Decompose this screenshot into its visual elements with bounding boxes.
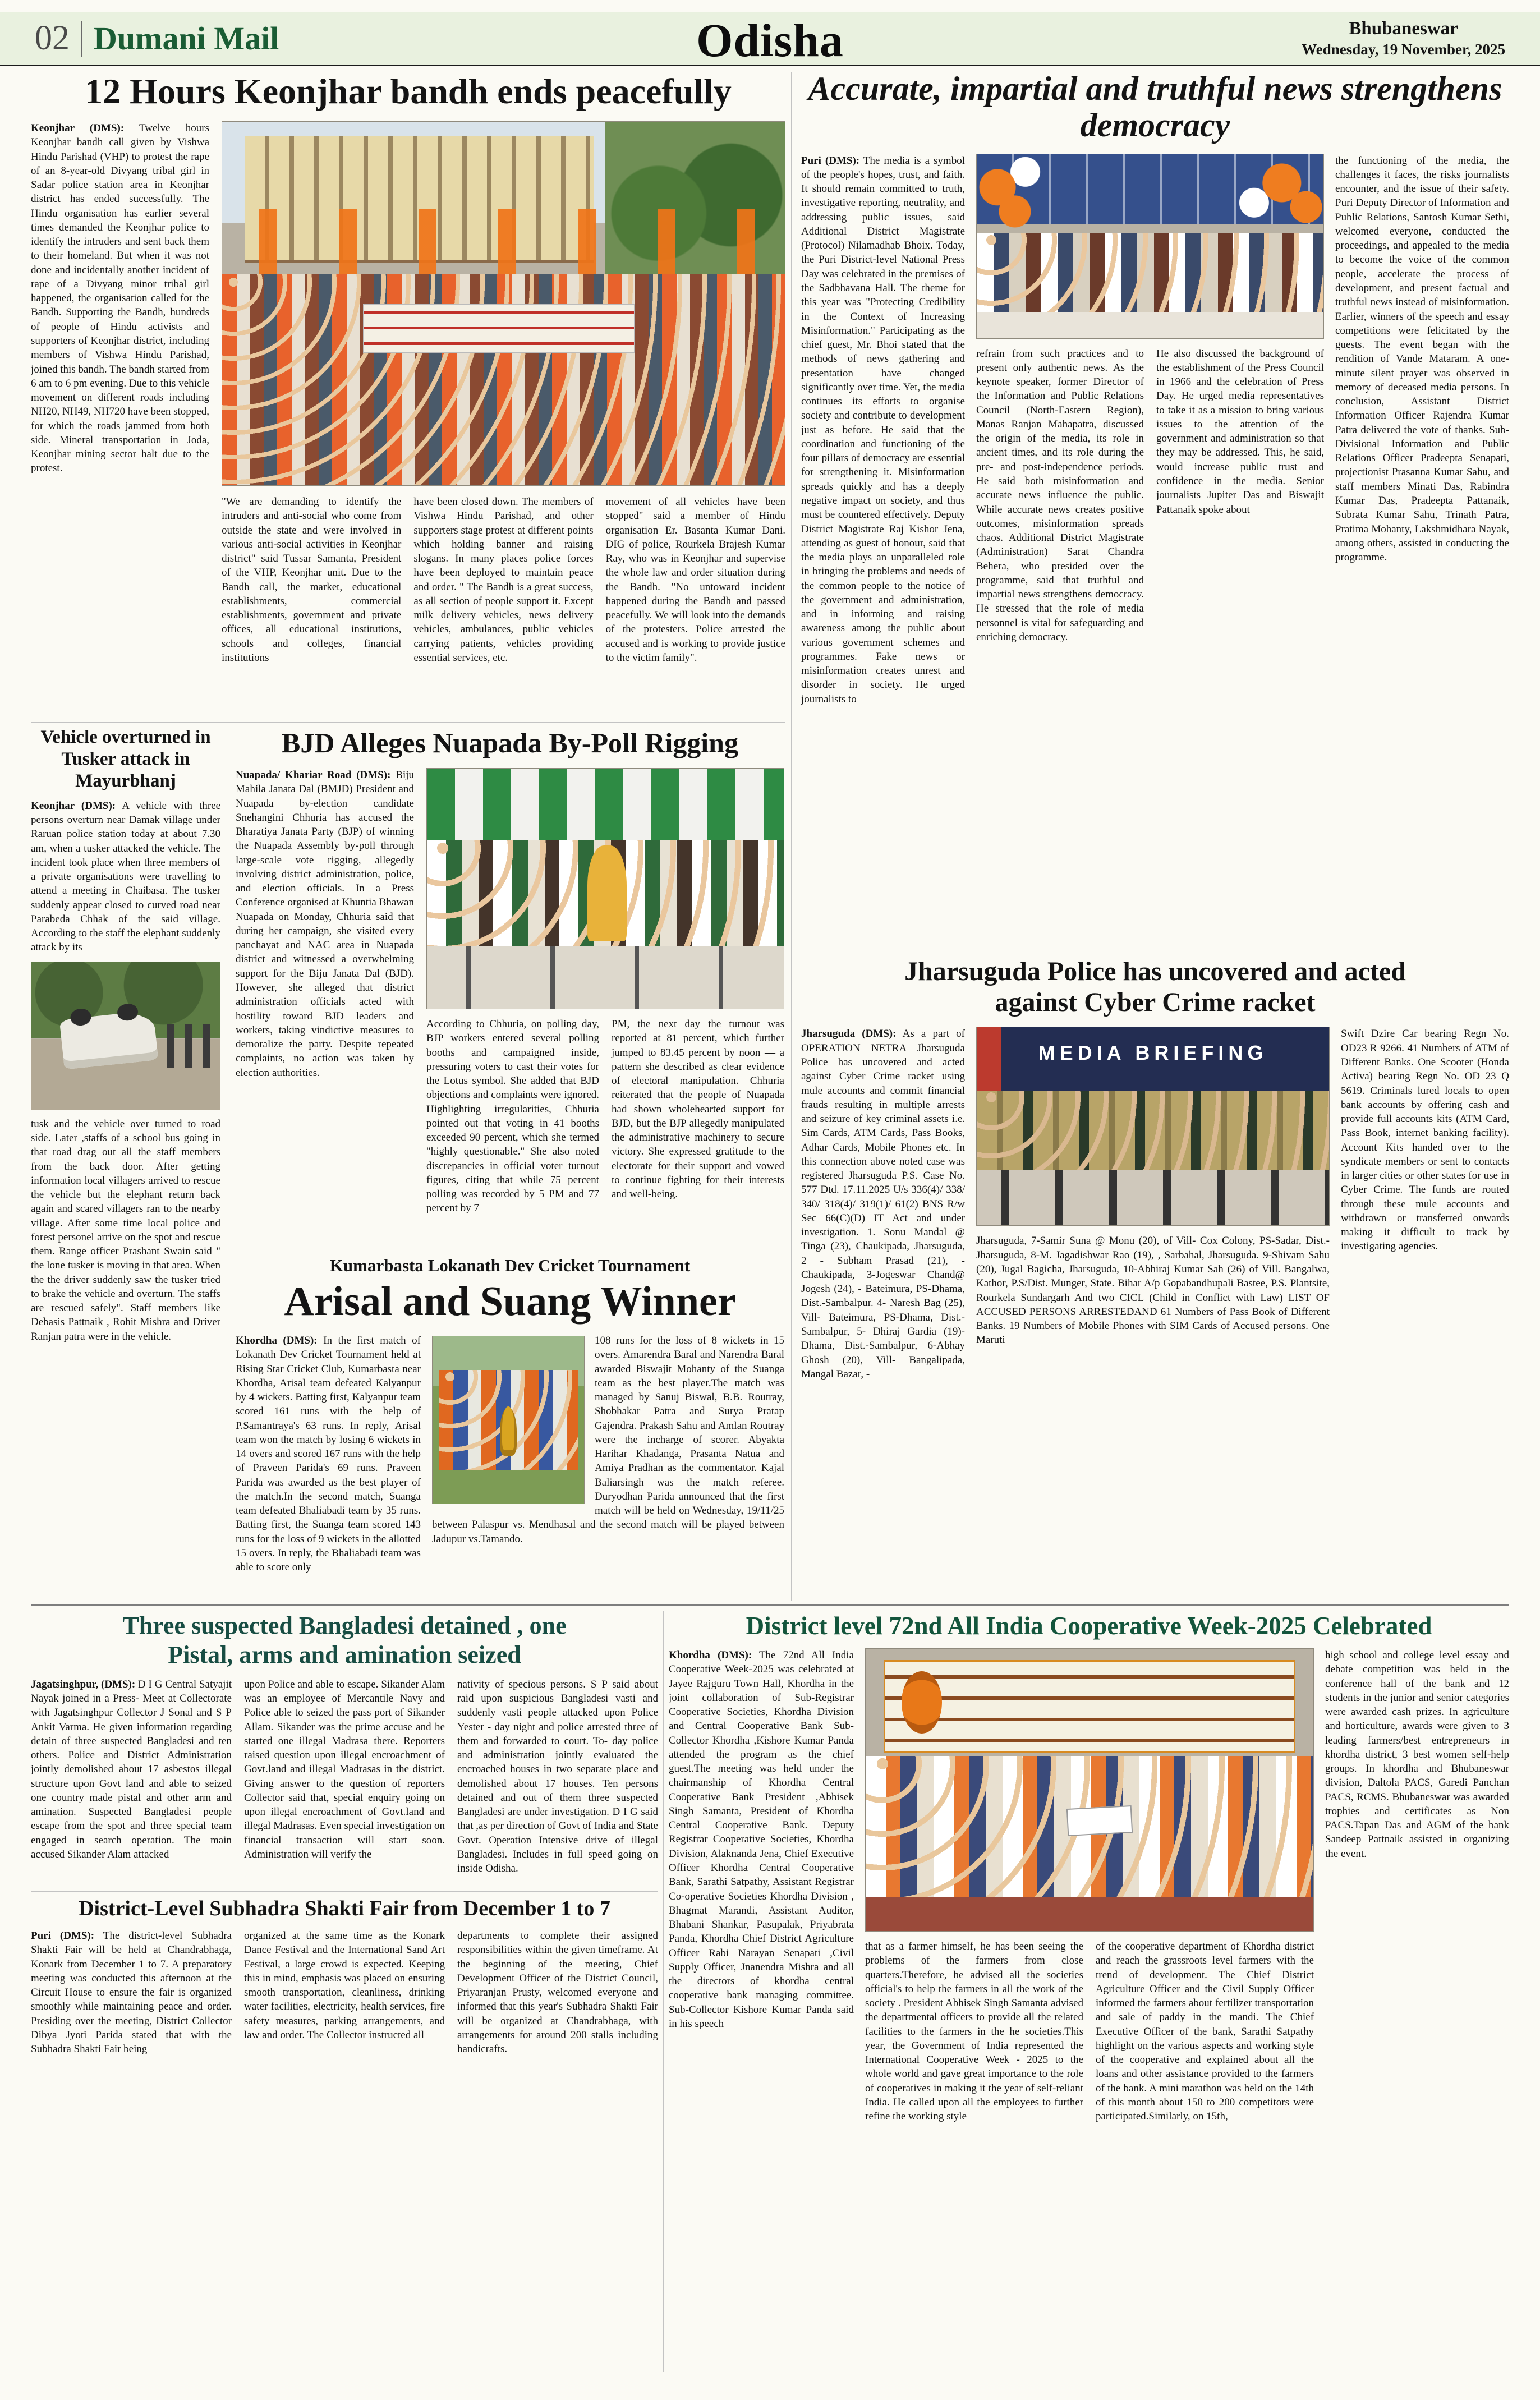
overturned-car bbox=[59, 1010, 158, 1070]
candidate-figure bbox=[587, 845, 627, 941]
article-cooperative-week bbox=[669, 1611, 1509, 2372]
headline-bangladesi-detained: Three suspected Bangladesi detained , one Pistal, arms and amination seized bbox=[122, 1612, 567, 1668]
trophy bbox=[502, 1406, 514, 1450]
city-name: Bhubaneswar bbox=[1349, 19, 1458, 39]
saffron-flags bbox=[228, 209, 779, 275]
cooperative-week-photo bbox=[865, 1648, 1314, 1932]
article-text: The district-level Subhadra Shakti Fair will be held at Chandrabhaga, Konark from December 1 to 7. A preparatory meeting was conducted this afternoon at the Circuit House to ensure the fair is organized smoothly while maintaining peace and order. Presiding over the meeting, District Collector Dibya Jyoti Parida stated that with the Subhadra Shakti Fair being bbox=[31, 1930, 232, 2056]
article-text: D I G Central Satyajit Nayak joined in a Press- Meet at Collectorate with Jagatsinghpur Collector J Sonal and S P Ankit Varma. He given information regarding detain of three suspected Bangladesi and ten others. Police and District Administration jointly demolished about 17 asbestos illegal structure upon Govt land and able to seized one country made pistal and other arm and amination. Suspected Bangladesi people escape from the spot and three special team engaged in search operation. The main accused Sikander Alam attacked bbox=[31, 1678, 232, 1860]
article-text-column bbox=[236, 1334, 421, 1575]
article-tusker-attack bbox=[31, 727, 220, 1602]
article-bangladesi-detained bbox=[31, 1611, 658, 1887]
media-briefing-banner-text: MEDIA BRIEFING bbox=[1038, 1041, 1268, 1065]
article-text-column: nativity of specious persons. S P said about raid upon suspicious Bangladesi vasti and suddenly vasti people attacked upon Police Yester - day night and police arrested three of them and forwarded to court. To- day police and administration jointly evaluated the encroached houses in two separate place and demolished about 17 houses. Ten persons detained and out of them three suspected Bangladesi are under investigation. D I G said that ,as per direction of Govt of India and State Govt. Operation Intensive drive of illegal Bangladesi. Includes in full speed going on inside Odisha. bbox=[457, 1678, 658, 1875]
article-text-column: have been closed down. The members of Vishwa Hindu Parishad, and other supporters stage protest at different points which holding banner and raising slogans. In many places police forces have been deployed to maintain peace and order. " The Bandh is a great success, as all section of people support it. Except milk delivery vehicles, news delivery vehicles, ambulances, public vehicles carrying patients, vehicles providing essential services, etc. bbox=[413, 496, 594, 664]
bandh-rally-photo bbox=[222, 121, 785, 486]
banner-emblem bbox=[902, 1671, 942, 1734]
headline-press-day: Accurate, impartial and truthful news strengthens democracy bbox=[808, 71, 1502, 144]
audience bbox=[977, 233, 1323, 314]
article-text: Biju Mahila Janata Dal (BMJD) President and Nuapada by-election candidate Snehangini Chhuria has accused the Bharatiya Janata Party (BJP) of winning the Nuapada Assembly by-poll through large-scale vote rigging, allegedly involving district administration, police, and election officials. In a Press Conference organised at Khuntia Bhawan Nuapada on Monday, Chhuria said that during her campaign, she visited every panchayat and NAC area in Nuapada district and witnessed a overwhelming support for the Biju Janata Dal (BJD). However, she alleged that district administration officials acted with hostility toward BJD leaders and workers, taking vindictive measures to demoralize the party. Despite repeated complaints, no action was taken by election authorities. bbox=[236, 769, 414, 1079]
cricket-team-photo bbox=[432, 1336, 585, 1504]
article-text-column bbox=[31, 1929, 232, 2056]
article-press-day bbox=[801, 71, 1509, 949]
article-cricket-tournament bbox=[236, 1256, 784, 1600]
headline-subhadra-fair: District-Level Subhadra Shakti Fair from December 1 to 7 bbox=[79, 1897, 610, 1920]
article-text-column: "We are demanding to identify the intruders and anti-social who come from outside the state and were involved in various anti-social activities in Keonjhar district" said Tussar Samanta, President of the VHP, Keonjhar unit. Due to the Bandh call, the market, educational establishments, commercial establishments, government and private offices, all educational institutions, schools and colleges, financial institutions bbox=[222, 496, 402, 664]
overturned-vehicle-photo bbox=[31, 962, 220, 1110]
article-text-column: He also discussed the background of the establishment of the Press Council in 1966 and the celebration of Press Day. He urged media representatives to take it as a mission to bring various issues to the attention of the government and administration so that they may be addressed. This, he said, would increase public trust and confidence in the media. Senior journalists Jupiter Das and Biswajit Pattanaik spoke about bbox=[1156, 347, 1324, 516]
article-text: The 72nd All India Cooperative Week-2025 was celebrated at Jayee Rajguru Town Hall, Khordha in the joint collaboration of Sub-Registrar Cooperative Societies, Khordha Division and Central Cooperative Bank Sub-Collector Khordha ,Kishore Kumar Panda attended the program as the chief guest.The meeting was held under the chairmanship of Khordha Central Cooperative Bank President ,Abhisek Singh Samanta, President of Khordha Central Cooperative Bank. Deputy Registrar Cooperative Societies, Khordha Division, Alaknanda Jena, Chief Executive Officer Khordha Central Cooperative Bank, Sarathi Satpathy, Assistant Registrar Co-operative Societies Khordha Division , Bhagmat Marandi, Assistant Auditor, Bhabani Shankar, Pasupalak, Priyabrata Panda, Khordha Chief District Agriculture Officer Rabi Narayan Senapati ,Civil Supply Officer, Jnanendra Mishra and all the directors of khordha central cooperative bank managing committee. Sub-Collector Kishore Kumar Panda said in his speech bbox=[669, 1649, 854, 2030]
article-text: 108 runs for the loss of 8 wickets in 15 overs. Amarendra Baral and Narendra Baral awarded Biswajit Mohanty of the Suanga team as the best player.The match was managed by Sanuj Biswal, B.B. Routray, Shobhakar Patra and Surya Pratap Gajendra. Prakash Sahu and Amlan Routray were the incharge of scorer. Abyakta Harihar Khadanga, bbox=[595, 1335, 784, 1460]
issue-date: Wednesday, 19 November, 2025 bbox=[1302, 41, 1505, 58]
vertical-divider bbox=[663, 1611, 664, 2372]
masthead-divider bbox=[81, 21, 82, 57]
masthead bbox=[0, 12, 1540, 66]
article-text-column: PM, the next day the turnout was reported at 81 percent, which further jumped to 83.45 percent by noon — a pattern she described as clear evidence of electoral manipulation. Chhuria reiterated that the people of Nuapada had shown wholehearted support for BJD, but the BJP allegedly manipulated the administrative machinery to secure victory. She expressed gratitude to the electorate for their support and vowed to continue fighting for their interests and well-being. bbox=[612, 1018, 784, 1201]
article-text-column: Swift Dzire Car bearing Regn No. OD23 R 9266. 41 Numbers of ATM of Different Banks. One Scooter (Honda Activa) bearing Regn No. OD 23 Q 5619. Criminals lured locals to open bank accounts by offering cash and provide full accounts kits (ATM Card, Pass Book, internet banking facility). Account Kits handed over to the syndicate members or sent to contacts in larger cities or other states for use in Cyber Crime. The funds are routed through these mule accounts and withdrawn or transferred onwards making it difficult to track by investigating agencies. bbox=[1341, 1028, 1509, 1253]
article-text-column: organized at the same time as the Konark Dance Festival and the International Sand Art Festival, a large crowd is expected. Keeping this in mind, emphasis was placed on ensuring smooth transportation, cleanliness, drinking water facilities, electricity, health services, fire safety measures, parking arrangements, and law and order. The Collector instructed all bbox=[244, 1930, 445, 2041]
article-text-column bbox=[31, 121, 209, 665]
horizontal-divider bbox=[31, 1604, 1509, 1606]
article-text-column bbox=[801, 1027, 965, 1381]
bjd-press-conference-photo bbox=[426, 768, 784, 1009]
article-text: In the first match of Lokanath Dev Cricket Tournament held at Rising Star Cricket Club, Kumarbasta near Khordha, Arisal team defeated Kalyanpur by 4 wickets. Batting first, Kalyanpur team scored 161 runs with the help of P.Samantraya's 63 runs. In reply, Arisal team won the match by losing 6 wickets in 14 overs and scored 167 runs with the help of Praveen Parida's 69 runs. Praveen Parida was awarded as the best player of the match.In the second match, Suanga team defeated Bhaliabadi team by 35 runs. Batting first, the Suanga team scored 143 runs for the loss of 9 wickets in the allotted 15 overs. In reply, the Bhaliabadi team was able to score only bbox=[236, 1335, 421, 1574]
article-text: As a part of OPERATION NETRA Jharsuguda Police has uncovered and acted against Cyber Crime racket using mule accounts and commit financial frauds resulting in multiple arrests and seizure of key criminal assets i.e. Sim Cards, ATM Cards, Pass Books, Adhar Cards, Mobile Phones etc. In this connection above noted case was registered Jharsuguda P.S. Case No. 577 Dtd. 17.11.2025 U/s 336(4)/ 338/ 340/ 318(4)/ 319(1)/ 61(2) BNS R/w Sec 66(C)(D) IT Act and under investigation. 1. Sonu Mandal @ Tinga (23), Chaukipada, Jharsuguda, 2 - Subham Prasad (21), - Chaukipada, 3-Jogeswar Chand@ Jogesh (24), - Bateimura, PS-Dhama, Dist.-Sambalpur. 4- Naresh Bag (25), Vill- Bateimura, PS-Dhama, Dist.-Sambalpur, 5- Dhiraj Gardia (19)-Dhama, Dist.-Sambalpur, 6-Abhay Ghosh (20), Vill- Bangalipada, Mangal Bazar, - bbox=[801, 1028, 965, 1380]
police-officers bbox=[977, 1091, 1329, 1170]
kicker-cricket-tournament: Kumarbasta Lokanath Dev Cricket Tournament bbox=[329, 1256, 691, 1275]
edition-title: Odisha bbox=[696, 15, 844, 67]
article-subhadra-fair bbox=[31, 1896, 658, 2372]
photo-detail bbox=[427, 946, 784, 1009]
dateline: Keonjhar (DMS): bbox=[31, 799, 116, 812]
article-text-column: According to Chhuria, on polling day, BJP workers entered several polling booths and campaigned inside, pressuring voters to cast their votes for the Lotus symbol. She added that BJD objections and complaints were ignored. Highlighting irregularities, Chhuria pointed out that voting in 41 booths exceeded 90 percent, which she termed "highly questionable." She also noted discrepancies in official voter turnout figures, citing that while 75 percent polling was recorded by 5 PM and 77 percent by 7 bbox=[426, 1018, 599, 1215]
paper-name: Dumani Mail bbox=[94, 20, 279, 57]
article-text-column bbox=[669, 1648, 854, 2123]
event-banner bbox=[884, 1660, 1295, 1753]
article-text: Prasanta Natua and Amiya Pradhan as the commentator. Kajal Baliarsingh was the match referee. Duryodhan Parida announced that the first match will be held on Wednesday, 19/11/25 between Palaspur vs. Mendhasal and the second match will be played between Jadupur vs.Tamando. bbox=[432, 1448, 784, 1545]
dateline: Nuapada/ Khariar Road (DMS): bbox=[236, 769, 391, 781]
headline-keonjhar-bandh: 12 Hours Keonjhar bandh ends peacefully bbox=[85, 71, 732, 111]
headline-tusker-attack: Vehicle overturned in Tusker attack in Mayurbhanj bbox=[40, 727, 211, 791]
bystanders bbox=[167, 1024, 216, 1068]
certificate bbox=[1066, 1805, 1133, 1836]
article-text-column: tusk and the vehicle over turned to road side. Later ,staffs of a school bus going in that road drag out all the staff members from the back door. After getting information local villagers arrived to rescue the vehicle but the elephant return back again and scared villagers ran to the nearby village. After some time local police and forest personel arrive on the spot and rescue them. Range officer Prashant Swain said " the lone tusker is moving in that area. When the the driver suddenly saw the tusker tried to brake the vehicle and overturn. The staffs are rescued safely". Staff members like Debasis Pattnaik , Rohit Mishra and Driver Ranjan patra were in the vehicle. bbox=[31, 1118, 220, 1342]
article-text-column bbox=[236, 768, 414, 1216]
page-number: 02 bbox=[35, 19, 70, 57]
headline-jharsuguda-cyber-crime: Jharsuguda Police has uncovered and acted against Cyber Crime racket bbox=[904, 957, 1406, 1017]
article-text-column: Jharsuguda, 7-Samir Suna @ Monu (20), of Vill- Cox Colony, PS-Sadar, Dist.-Jharsuguda, 8-M. Jagadishwar Rao (19), , Sarbahal, Jharsuguda. 9-Shivam Sahu (20), Jugal Bagicha, Jharsuguda, 10-Abhiraj Kumar Sah (26) of Vill. Bangalwa, Kathor, P.S/Dist. Munger, State. Bihar A/p Gopabandhupali Bastee, P.S. Plantsite, Rourkela Sundargarh And two CICL (Child in Conflict with Law) LIST OF ACCUSED PERSONS ARRESTEDAND 61 Numbers of Pass Book of Different Banks. 19 Numbers of Mobile Phones with SIM Cards of Accused persons. One Maruti bbox=[976, 1235, 1330, 1346]
article-text-column: that as a farmer himself, he has been seeing the problems of the farmers from close quarters.Therefore, he advised all the societies official's to help the farmers in all the work of the society . President Abhisek Singh Samanta advised the departmental officers to provide all the related facilities to the farmers in the he societies.This year, the Government of India represented the International Cooperative Week - 2025 to the whole world and gave great importance to the role of cooperatives in making it the year of self-reliant India. He called upon all the employees to further refine the working style bbox=[865, 1941, 1083, 2123]
media-briefing-photo bbox=[976, 1027, 1330, 1226]
vertical-divider bbox=[791, 72, 792, 1601]
article-text-column bbox=[801, 154, 965, 706]
dateline: Keonjhar (DMS): bbox=[31, 122, 125, 134]
dateline: Khordha (DMS): bbox=[669, 1649, 752, 1661]
article-text-column: refrain from such practices and to present only authentic news. As the keynote speaker, former Director of the Information and Public Relations Council (North-Eastern Region), Manas Ranjan Mahapatra, discussed the origin of the media, its role in ancient times, and its role during the pre- and post-independence periods. He said both misinformation and accurate news influence the public. While accurate news creates positive outcomes, misinformation spreads chaos. Additional District Magistrate (Administration) Sarat Chandra Behera, who presided over the programme, said that truthful and impartial news strengthens democracy. He stressed that the role of media personnel is vital for safeguarding and enriching democracy. bbox=[976, 347, 1144, 643]
article-text: Twelve hours Keonjhar bandh call given by Vishwa Hindu Parishad (VHP) to protest the rape of an 8-year-old Divyang tribal girl in Sadar police station area in Keonjhar district has ended successfully. The Hindu organisation has earlier several times demanded the Keonjhar police to identify the intruders and sent back them to their homeland. But when it was not done and incidentally another incident of rape of a Divyang minor tribal girl happened, the organisation called for the Bandh. Supporting the Bandh, hundreds of people of Hindu activists and supporters of Keonjhar district, including members of Vishwa Hindu Parishad, joined this bandh. The bandh started from 6 am to 6 pm evening. Due to this vehicle movement on different roads including NH20, NH49, NH720 have been stopped, for which the roads jammed from both side. Mineral transportation in Joda, Keonjhar mining sector halt due to the protest. bbox=[31, 122, 209, 475]
headline-cooperative-week: District level 72nd All India Cooperative Week-2025 Celebrated bbox=[746, 1612, 1432, 1640]
dateline: Puri (DMS): bbox=[31, 1930, 95, 1942]
article-text-column: of the cooperative department of Khordha district and reach the grassroots level farmers with the trend of development. The Chief District Agriculture Officer and the Civil Supply Officer informed the farmers about fertilizer transportation and sale of paddy in the mandi. The Chief Executive Officer of the bank, Sarathi Satpathy highlight on the various aspects and working style of the cooperative and explained about all the loans and other assistance provided to the farmers of the bank. A mini marathon was held on the 14th of this month about 150 to 200 competitors were participated.Similarly, on 15th, bbox=[1096, 1941, 1314, 2123]
article-text-column: movement of all vehicles have been stopped" said a member of Hindu organisation Er. Basanta Kumar Dani. DIG of police, Rourkela Brajesh Kumar Ray, who was in Keonjhar and supervise the whole law and order situation during the Bandh. "No untoward incident happened during the Bandh and passed peacefully. We will look into the demands of the protesters. Police arrested the accused and is working to provide justice to the victim family". bbox=[605, 496, 785, 664]
article-text-column: departments to complete their assigned responsibilities within the given timeframe. At the beginning of the meeting, Chief Development Officer of the District Council, Priyaranjan Prusty, welcomed everyone and informed that this year's Subhadra Shakti Fair will be organized at Chandrabhaga, with arrangements for around 200 stalls including handicrafts. bbox=[457, 1930, 658, 2056]
photo-detail bbox=[866, 1897, 1313, 1931]
article-jharsuguda-cyber-crime bbox=[801, 957, 1509, 1602]
protest-banner bbox=[363, 304, 635, 353]
dateline: Puri (DMS): bbox=[801, 154, 860, 167]
photo-detail bbox=[977, 312, 1323, 338]
dateline: Khordha (DMS): bbox=[236, 1335, 318, 1346]
article-text: The media is a symbol of the people's hopes, trust, and faith. It should remain committed to truth, investigative reporting, neutrality, and addressing public issues, said Additional District Magistrate (Protocol) Nilamadhab Bhoix. Today, the Puri District-level National Press Day was celebrated in the premises of the Sadbhavana Hall. The theme for this year was "Protecting Credibility in the Context of Increasing Misinformation." Participating as the chief guest, Mr. Bhoi stated that the methods of news gathering and presentation have changed significantly over time. Yet, the media continues its efforts to organise society and contribute to development just as before. He said that the coordination and functioning of the four pillars of democracy are essential for strengthening it. Misinformation spreads quickly and has a deeply negative impact on society, and thus must be countered effectively. Deputy District Magistrate Raj Kishor Jena, attending as guest of honour, said that the media plays an unparalleled role in bringing the problems and needs of the common people to the notice of the government and administration, and in informing and raising awareness among the public about various government schemes and programmes. Fake news or misinformation creates unrest and disorder in society. He urged journalists to bbox=[801, 154, 965, 705]
article-text-column: high school and college level essay and debate competition was held in the conference hall of the bank and 12 students in the junior and senior categories were awarded cash prizes. In agriculture and horticulture, awards were given to 3 leading farmers/best entrepreneurs in khordha district, 3 best women self-help groups. In khordha and Bhubaneswar division, Daltola PACS, Garedi Panchan PACS, RCMS. Bhubaneswar was awarded trophies and certificates as Non PACS.Tapan Das and AGM of the bank Sandeep Pattnaik assisted in organizing the event. bbox=[1325, 1649, 1509, 1860]
masthead-left bbox=[35, 19, 279, 58]
article-bjd-rigging bbox=[236, 727, 784, 1245]
article-text: A vehicle with three persons overturn near Damak village under Raruan police station today at about 7.30 am, when a tusker attacked the vehicle. The incident took place when three members of a private organisations were travelling to attend a meeting in Chaibasa. The tusker suddenly appear closed to curved road near Parabeda Chhak of the said village. According to the staff the elephant suddenly attack by its bbox=[31, 799, 220, 954]
seized-items-table bbox=[977, 1170, 1329, 1226]
masthead-dateline bbox=[1302, 17, 1505, 59]
horizontal-divider bbox=[31, 1891, 658, 1892]
article-text-column bbox=[31, 799, 220, 955]
article-text-column: upon Police and able to escape. Sikander Alam was an employee of Mercantile Navy and Police able to seized the pass port of Sikander Allam. Sikander was the prime accuse and he started one illegal Madrasa there. Reporters raised question upon illegal encroachment of Govt.land and illegal Madrasas in the district. Giving answer to the question of reporters Collector said that, special enquiry going on upon illegal encroachment of Govt.land and illegal Madrasas. Even special investigation on financial transaction will start soon. Administration will verify the bbox=[244, 1678, 445, 1860]
article-text-column bbox=[432, 1334, 784, 1575]
article-text-column bbox=[31, 1677, 232, 1876]
horizontal-divider bbox=[31, 722, 785, 723]
press-day-photo bbox=[976, 154, 1324, 339]
dateline: Jagatsinghpur, (DMS): bbox=[31, 1678, 136, 1690]
headline-cricket-winner: Arisal and Suang Winner bbox=[284, 1279, 736, 1325]
article-text-column: the functioning of the media, the challenges it faces, the risks journalists encounter, and the issue of their safety. Puri Deputy Director of Information and Public Relations, Santosh Kumar Sethi, welcomed everyone, conducted the proceedings, and appealed to the media to become the voice of the common people, accelerate the process of development, and present factual and truthful news instead of misinformation. Earlier, winners of the speech and essay competitions were felicitated by the guests. The event began with the rendition of Vande Mataram. A one-minute silent prayer was observed in memory of deceased media persons. In conclusion, Assistant District Information Officer Rajendra Kumar Patra delivered the vote of thanks. Sub-Divisional Information and Public Relations Officer Pradeepta Senapati, projectionist Prasanna Kumar Sahu, and staff members Minati Das, Rabindra Kumar Das, Pradeepta Pattanaik, Subrata Kumar Sahu, Trinath Patra, Pratima Mohanty, Lakshmidhara Nayak, among others, assisted in conducting the programme. bbox=[1335, 154, 1509, 564]
headline-bjd-rigging: BJD Alleges Nuapada By-Poll Rigging bbox=[282, 727, 738, 758]
dateline: Jharsuguda (DMS): bbox=[801, 1028, 897, 1040]
article-keonjhar-bandh bbox=[31, 71, 785, 719]
